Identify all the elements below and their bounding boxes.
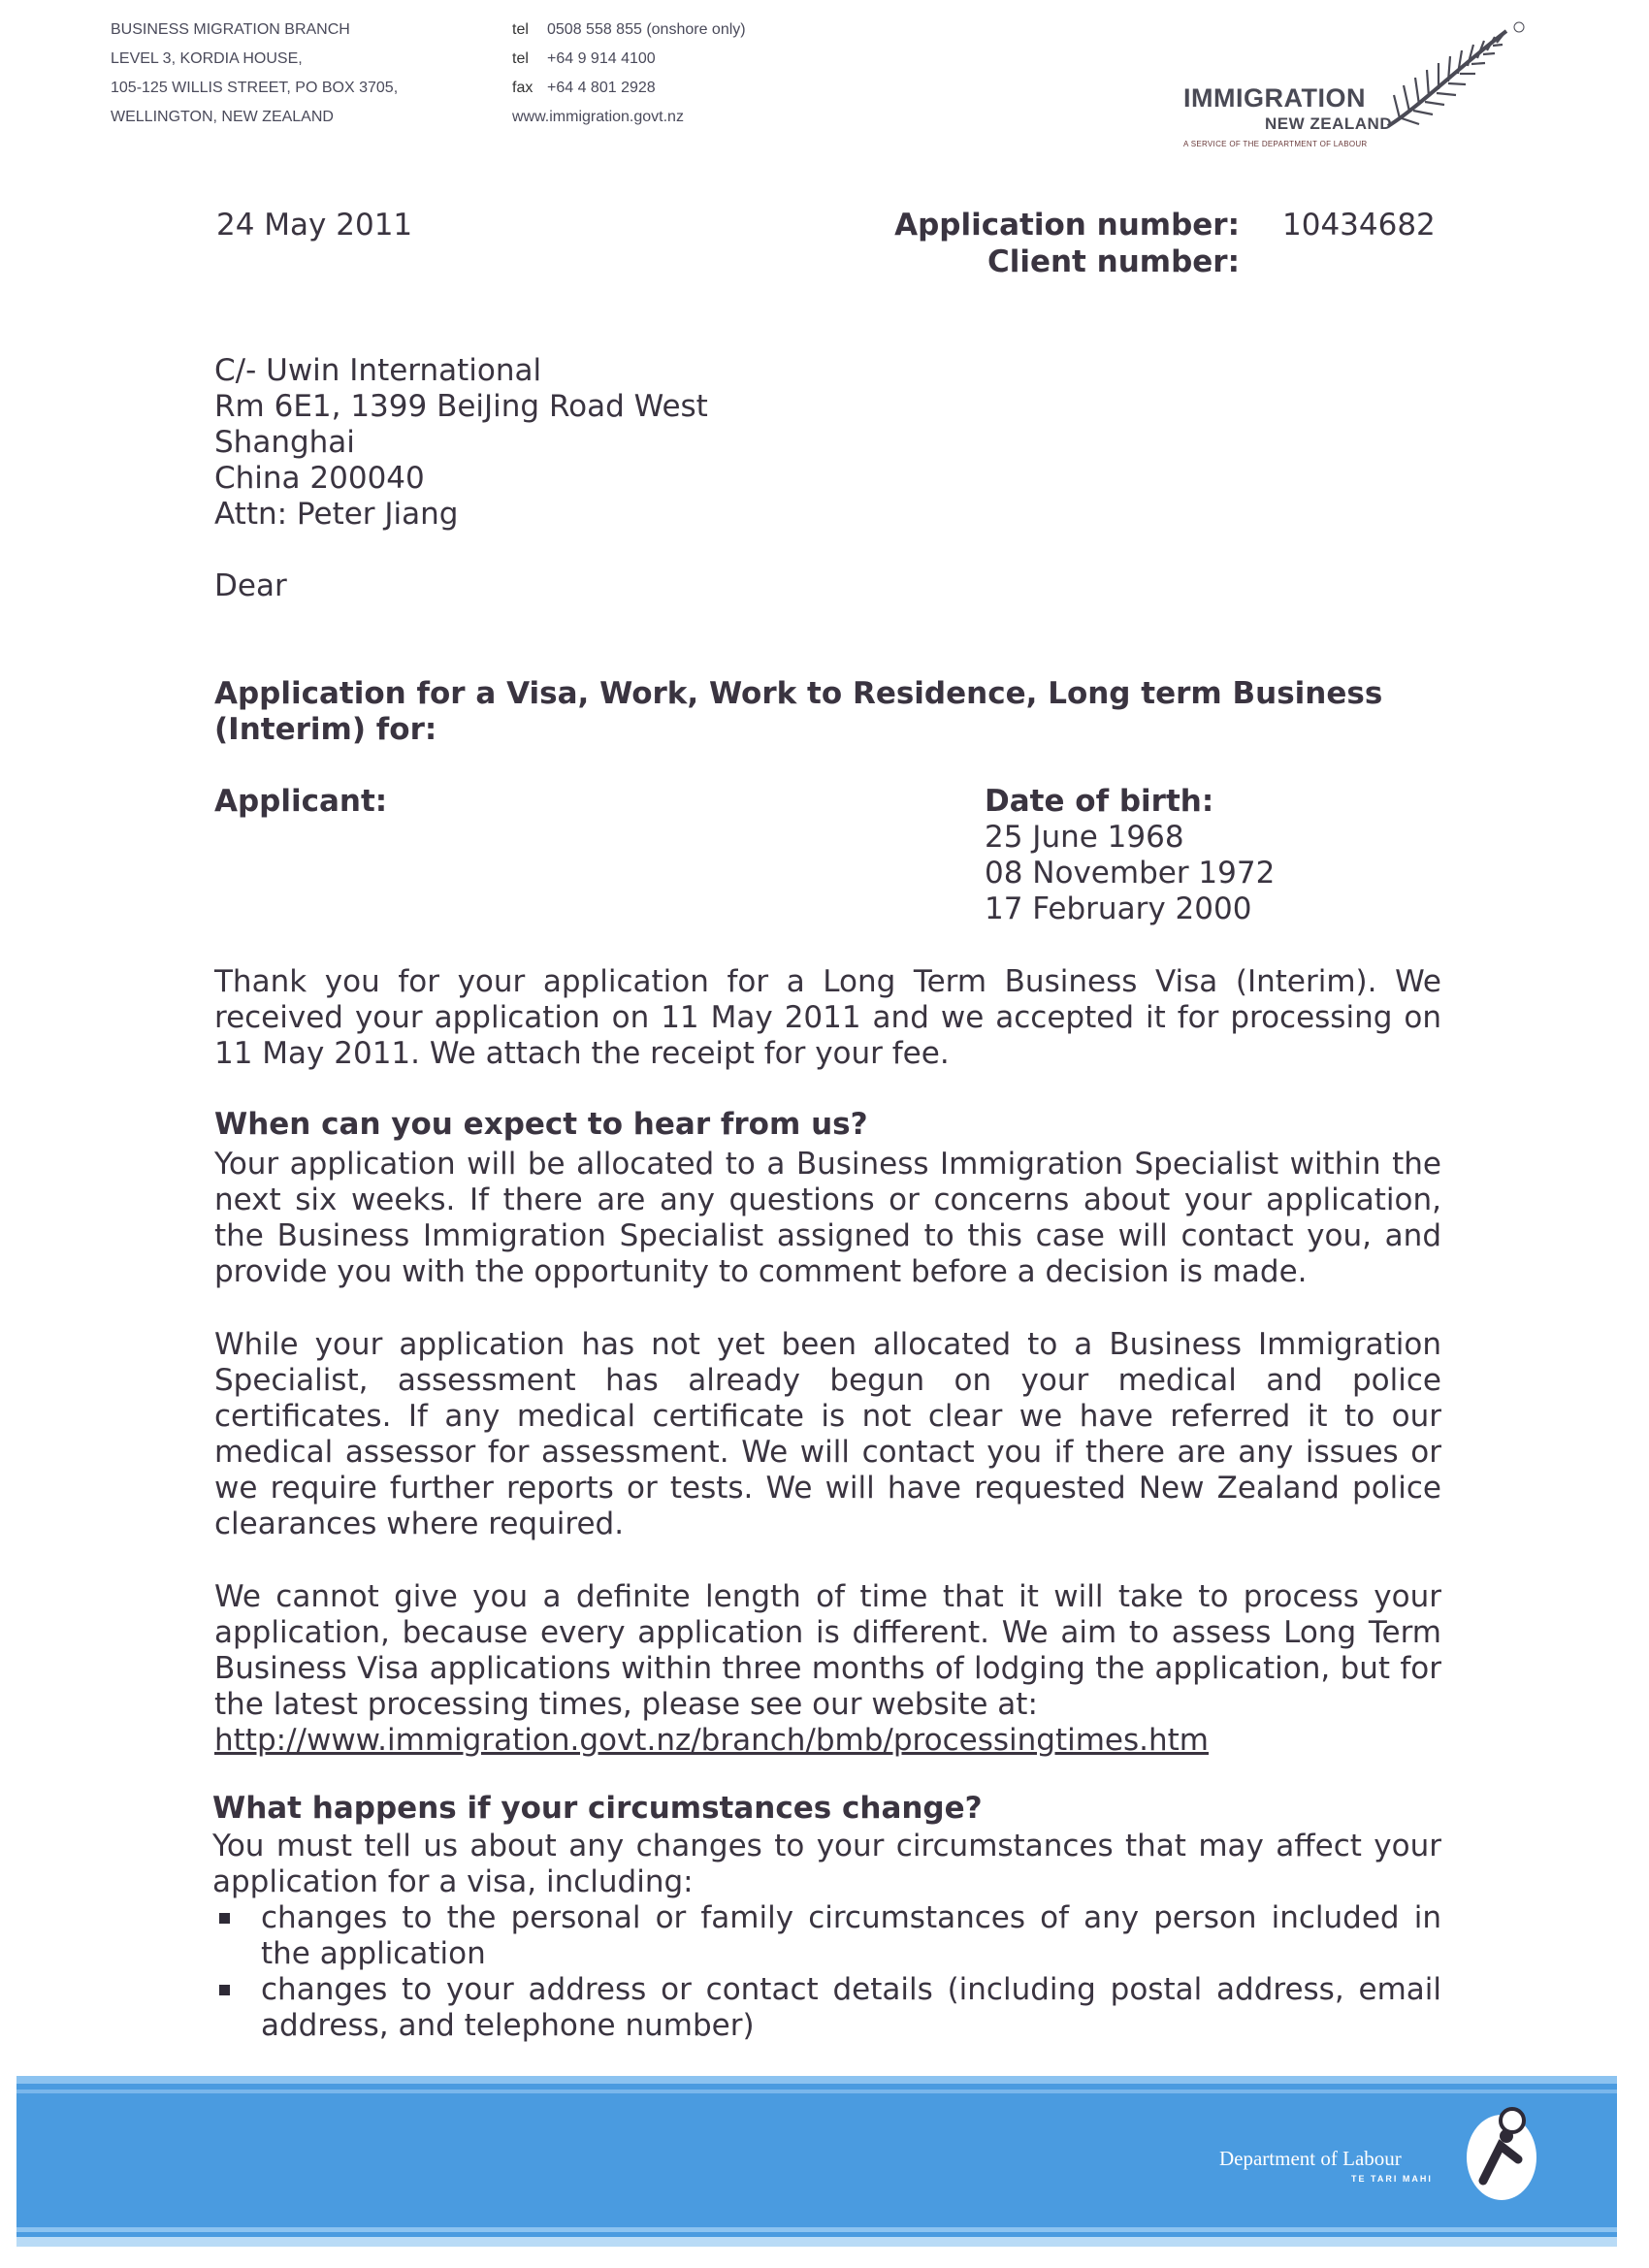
processing-times-text: We cannot give you a definite length of time that it will take to process your application, because every application is different. We aim to assess Long Term Business Visa applications within three months of lodging the application, but for the latest processing times, please see our website at: [214,1579,1441,1722]
contact-value: www.immigration.govt.nz [512,109,684,125]
processing-times-link[interactable]: http://www.immigration.govt.nz/branch/bmb/processingtimes.htm [214,1723,1209,1758]
recipient-address [214,353,708,533]
paragraph-changes: You must tell us about any changes to your circumstances that may affect your application for a visa, including: [212,1829,1441,1899]
list-item-text: changes to your address or contact details (including postal address, email address, and telephone number) [261,1972,1441,2043]
contact-details [512,16,746,132]
salutation: Dear [214,568,287,603]
bullet-icon [219,1913,230,1924]
contact-label: tel [512,50,529,67]
heading-circumstances-change: What happens if your circumstances change? [212,1791,983,1826]
footer-stripe [16,2090,1617,2093]
address-line: China 200040 [214,461,425,496]
department-name: Department of Labour [1219,2147,1402,2170]
website-link[interactable] [512,103,746,132]
letter-date: 24 May 2011 [216,208,413,243]
paragraph-allocation: Your application will be allocated to a Business Immigration Specialist within the next six weeks. If there are any questions or concerns about your application, the Business Immigration Specialist assigned to this case will contact you, and provide you with the opportunity to comment before a decision is made. [214,1147,1441,1289]
contact-value: +64 4 801 2928 [547,80,656,96]
bullet-icon [219,1985,230,1995]
letter-subject: Application for a Visa, Work, Work to Residence, Long term Business (Interim) for: [214,676,1383,747]
contact-row [512,45,746,74]
contact-row [512,16,746,45]
list-item [212,1900,1441,1972]
branch-line: 105-125 WILLIS STREET, PO BOX 3705, [111,80,399,96]
immigration-nz-logo [1174,19,1523,155]
logo-service-line: A SERVICE OF THE DEPARTMENT OF LABOUR [1183,140,1368,148]
date-of-birth-label: Date of birth: [985,784,1214,819]
branch-line: WELLINGTON, NEW ZEALAND [111,109,334,125]
date-of-birth: 17 February 2000 [985,891,1252,926]
application-number: 10434682 [1282,208,1436,243]
contact-value: +64 9 914 4100 [547,50,656,67]
address-line: C/- Uwin International [214,353,542,388]
department-subtitle: TE TARI MAHI [1351,2174,1433,2184]
paragraph-intro: Thank you for your application for a Long Term Business Visa (Interim). We received your application on 11 May 2011 and we accepted it for processing on 11 May 2011. We attach the receipt for your fee. [214,964,1441,1071]
address-line: Shanghai [214,425,355,460]
branch-address [111,16,398,132]
fern-icon [1380,19,1526,136]
footer-stripe [16,2227,1617,2232]
date-of-birth: 25 June 1968 [985,820,1184,855]
paragraph-processing-times [214,1579,1441,1759]
heading-when-to-hear: When can you expect to hear from us? [214,1107,868,1142]
logo-subtitle: NEW ZEALAND [1265,114,1393,133]
address-line: Attn: Peter Jiang [214,497,459,532]
address-line: Rm 6E1, 1399 BeiJing Road West [214,389,708,424]
branch-line: LEVEL 3, KORDIA HOUSE, [111,50,303,67]
footer-stripe [16,2076,1617,2084]
contact-label: fax [512,80,534,96]
department-of-labour-icon [1462,2095,1541,2212]
logo-title: IMMIGRATION [1183,83,1366,113]
contact-label: tel [512,21,529,38]
footer-stripe [16,2237,1617,2247]
contact-value: 0508 558 855 (onshore only) [547,21,746,38]
date-of-birth: 08 November 1972 [985,856,1276,891]
list-item [212,1972,1441,2044]
paragraph-assessment: While your application has not yet been allocated to a Business Immigration Specialist, assessment has already begun on your medical and police certificates. If any medical certificate is not clear we have referred it to our medical assessor for assessment. We will contact you if there are any issues or we require further reports or tests. We will have requested New Zealand police clearances where required. [214,1327,1441,1541]
contact-row [512,74,746,103]
changes-list [212,1900,1441,2044]
dates-of-birth [985,820,1275,927]
client-number-label: Client number: [986,244,1240,279]
list-item-text: changes to the personal or family circumstances of any person included in the application [261,1900,1441,1971]
application-number-label: Application number: [894,208,1240,243]
branch-line: BUSINESS MIGRATION BRANCH [111,21,350,38]
footer-band [16,2076,1617,2247]
applicant-label: Applicant: [214,784,388,819]
